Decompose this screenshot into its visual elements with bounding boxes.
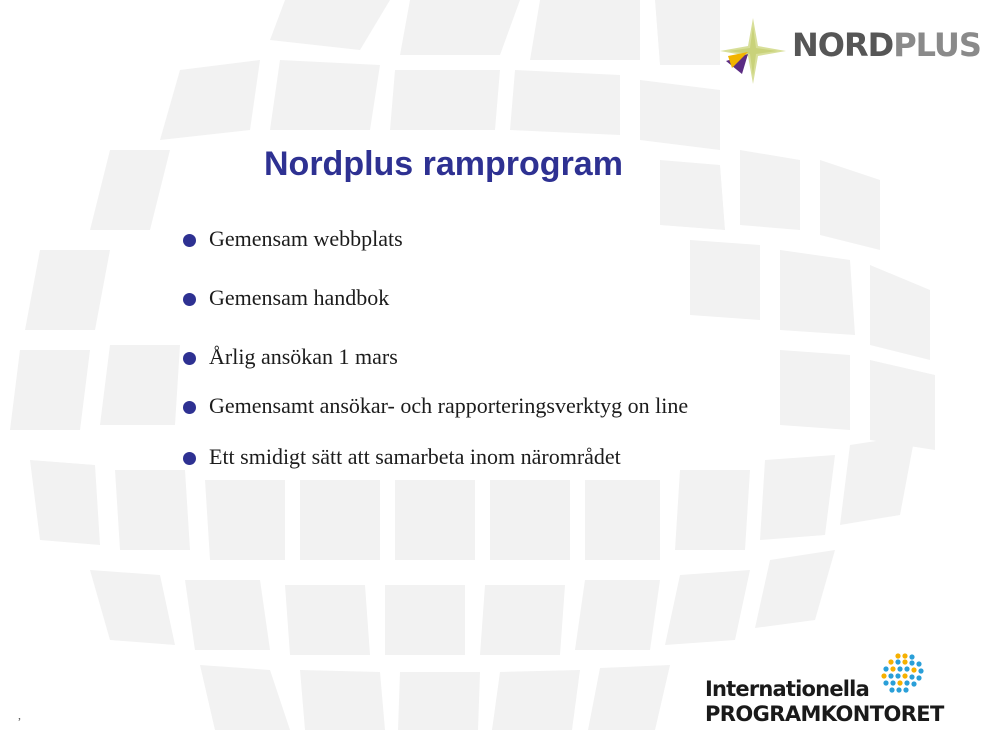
slide-title: Nordplus ramprogram [264,145,623,183]
page-mark: , [18,708,21,722]
bullet-dot-icon [183,352,196,365]
bullet-text: Gemensam webbplats [209,226,403,251]
bullet-dot-icon [183,234,196,247]
nordplus-wordmark-plus: PLUS [893,26,981,64]
nordplus-wordmark [792,25,981,65]
bullet-text: Årlig ansökan 1 mars [209,344,398,369]
bullet-dot-icon [183,293,196,306]
nordplus-star-icon [718,16,788,86]
bullet-text: Gemensam handbok [209,285,390,310]
bullet-dot-icon [183,452,196,465]
bullet-dot-icon [183,401,196,414]
ipk-dotted-globe-icon [876,652,926,696]
ipk-wordmark-line2: PROGRAMKONTORET [705,702,944,726]
ipk-wordmark-line1: Internationella [705,677,869,701]
bullet-text: Gemensamt ansökar- och rapporteringsverktyg on line [209,393,689,418]
bullet-text: Ett smidigt sätt att samarbeta inom närområdet [209,444,621,469]
nordplus-wordmark-nord: NORD [792,26,894,64]
